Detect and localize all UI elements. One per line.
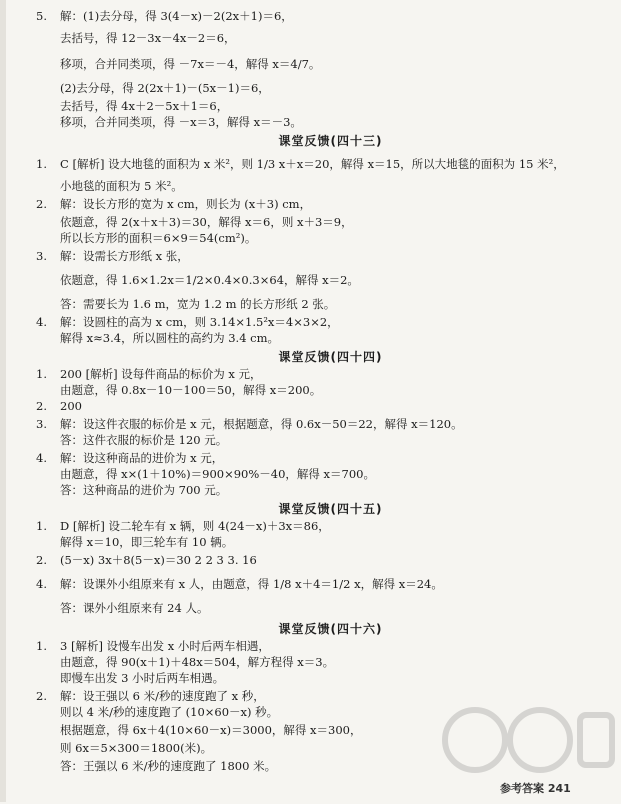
section-heading: 课堂反馈(四十六) [278,622,383,636]
page-footer: 参考答案 241 [500,782,571,795]
answer-page: 5. 解：(1)去分母，得 3(4－x)－2(2x＋1)＝6， 去括号，得 12－3x－4x－2＝6， 移项，合并同类项，得 －7x＝－4，解得 x＝4/7。 (2)去分母，得 2(2x＋1)－(5x－1)＝6， 去括号，得 4x＋2－5x＋1＝6， 移项，合并同类项，得 －x＝3，解得 x＝－3。 课堂反馈(四十三) 1. C [解析] 设大地毯的面积为 x 米²，则 1/3 x＋x＝20，解得 x＝15，所以大地毯的面积为 15 米²， 小地毯的面积为 5 米²。 2. 解：设长方形的宽为 x cm，则长为 (x＋3) cm， 依题意，得 2(x＋x＋3)＝30，解得 x＝6，则 x＋3＝9， 所以长方形的面积＝6×9＝54(cm²)。 3. 解：设需长方形纸 x 张， 依题意，得 1.6×1.2x＝1/2×0.4×0.3×64，解得 x＝2。 答：需要长为 1.6 m，宽为 1.2 m 的长方形纸 2 张。 4. 解：设圆柱的高为 x cm，则 3.14×1.5²x＝4×3×2， 解得 x≈3.4，所以圆柱的高约为 3.4 cm。 课堂反馈(四十四) 1. 200 [解析] 设每件商品的标价为 x 元， 由题意，得 0.8x－10－100＝50，解得 x＝200。 2. 200 3. 解：设这件衣服的标价是 x 元，根据题意，得 0.6x－50＝22，解得 x＝120。 答：这件衣服的标价是 120 元。 4. 解：设这种商品的进价为 x 元， 由题意，得 x×(1＋10%)＝900×90%－40，解得 x＝700。 答：这种商品的进价为 700 元。 课堂反馈(四十五) 1. D [解析] 设二轮车有 x 辆，则 4(24－x)＋3x＝86， 解得 x＝10，即三轮车有 10 辆。 2. (5－x) 3x＋8(5－x)＝30 2 2 3 3. 16 4. 解：设课外小组原来有 x 人，由题意，得 1/8 x＋4＝1/2 x，解得 x＝24。 答：课外小组原来有 24 人。 课堂反馈(四十六) 1. 3 [解析] 设慢车出发 x 小时后两车相遇， 由题意，得 90(x＋1)＋48x＝504，解方程得 x＝3。 即慢车出发 3 小时后两车相遇。 2. 解：设王强以 6 米/秒的速度跑了 x 秒， 则以 4 米/秒的速度跑了 (10×60－x) 秒。 根据题意，得 6x＋4(10×60－x)＝3000，解得 x＝300， 则 6x＝5×300＝1800(米)。 答：王强以 6 米/秒的速度跑了 1800 米。 参考答案 241 [0,0,621,802]
section-heading: 课堂反馈(四十四) [278,350,383,364]
section-heading: 课堂反馈(四十三) [278,134,383,148]
scan-edge [0,0,6,802]
section-heading: 课堂反馈(四十五) [278,502,383,516]
